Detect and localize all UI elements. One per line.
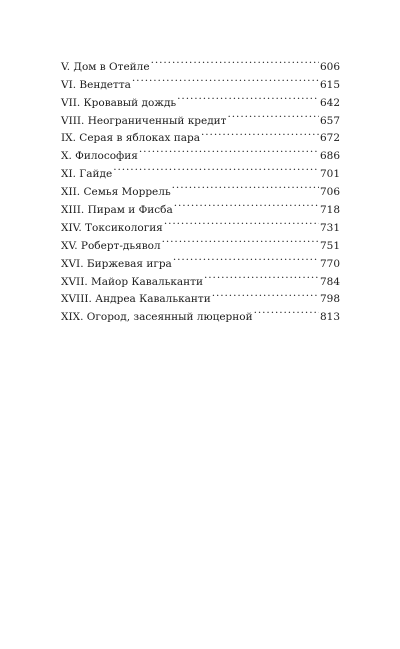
toc-leader-dots xyxy=(173,249,319,267)
toc-entry-page: 615 xyxy=(319,78,340,91)
table-of-contents xyxy=(61,52,340,324)
toc-entry-title: VI. Вендетта xyxy=(61,78,131,91)
toc-entry-title: XIII. Пирам и Фисба xyxy=(61,204,173,217)
toc-entry-title: XV. Роберт-дьявол xyxy=(61,239,161,252)
toc-entry-title: XI. Гайде xyxy=(61,168,113,181)
toc-entry-title: XIX. Огород, засеянный люцерной xyxy=(61,311,253,324)
toc-entry-page: 706 xyxy=(319,186,340,199)
toc-entry-page: 642 xyxy=(319,96,340,109)
toc-entry-title: XIV. Токсикология xyxy=(61,221,163,234)
toc-entry-page: 784 xyxy=(319,275,340,288)
toc-leader-dots xyxy=(162,231,319,249)
toc-leader-dots xyxy=(174,195,319,213)
toc-entry-title: V. Дом в Отейле xyxy=(61,60,150,73)
toc-entry-page: 686 xyxy=(319,150,340,163)
toc-entry-title: XII. Семья Моррель xyxy=(61,186,171,199)
toc-entry-title: VIII. Неограниченный кредит xyxy=(61,114,227,127)
toc-entry-page: 798 xyxy=(319,293,340,306)
toc-leader-dots xyxy=(228,106,319,124)
toc-entry-page: 813 xyxy=(319,311,340,324)
toc-leader-dots xyxy=(172,177,319,195)
toc-entry-page: 701 xyxy=(319,168,340,181)
toc-leader-dots xyxy=(201,124,319,142)
toc-leader-dots xyxy=(113,159,319,177)
toc-entry-title: IX. Серая в яблоках пара xyxy=(61,132,200,145)
toc-entry-page: 606 xyxy=(319,60,340,73)
toc-leader-dots xyxy=(151,52,319,70)
toc-entry-page: 672 xyxy=(319,132,340,145)
toc-leader-dots xyxy=(254,302,319,320)
toc-entry-page: 770 xyxy=(319,257,340,270)
toc-entry-title: VII. Кровавый дождь xyxy=(61,96,177,109)
toc-entry xyxy=(61,52,340,73)
toc-leader-dots xyxy=(204,267,319,285)
toc-leader-dots xyxy=(164,213,319,231)
toc-entry-title: XVII. Майор Кавальканти xyxy=(61,275,203,288)
toc-entry-title: XVIII. Андреа Кавальканти xyxy=(61,293,211,306)
toc-entry-title: XVI. Биржевая игра xyxy=(61,257,172,270)
toc-entry-page: 751 xyxy=(319,239,340,252)
toc-entry-page: 718 xyxy=(319,204,340,217)
toc-entry-page: 731 xyxy=(319,221,340,234)
toc-entry-page: 657 xyxy=(319,114,340,127)
toc-entry-title: X. Философия xyxy=(61,150,138,163)
toc-leader-dots xyxy=(212,285,319,303)
toc-leader-dots xyxy=(177,88,319,106)
toc-leader-dots xyxy=(132,70,319,88)
toc-leader-dots xyxy=(139,141,319,159)
